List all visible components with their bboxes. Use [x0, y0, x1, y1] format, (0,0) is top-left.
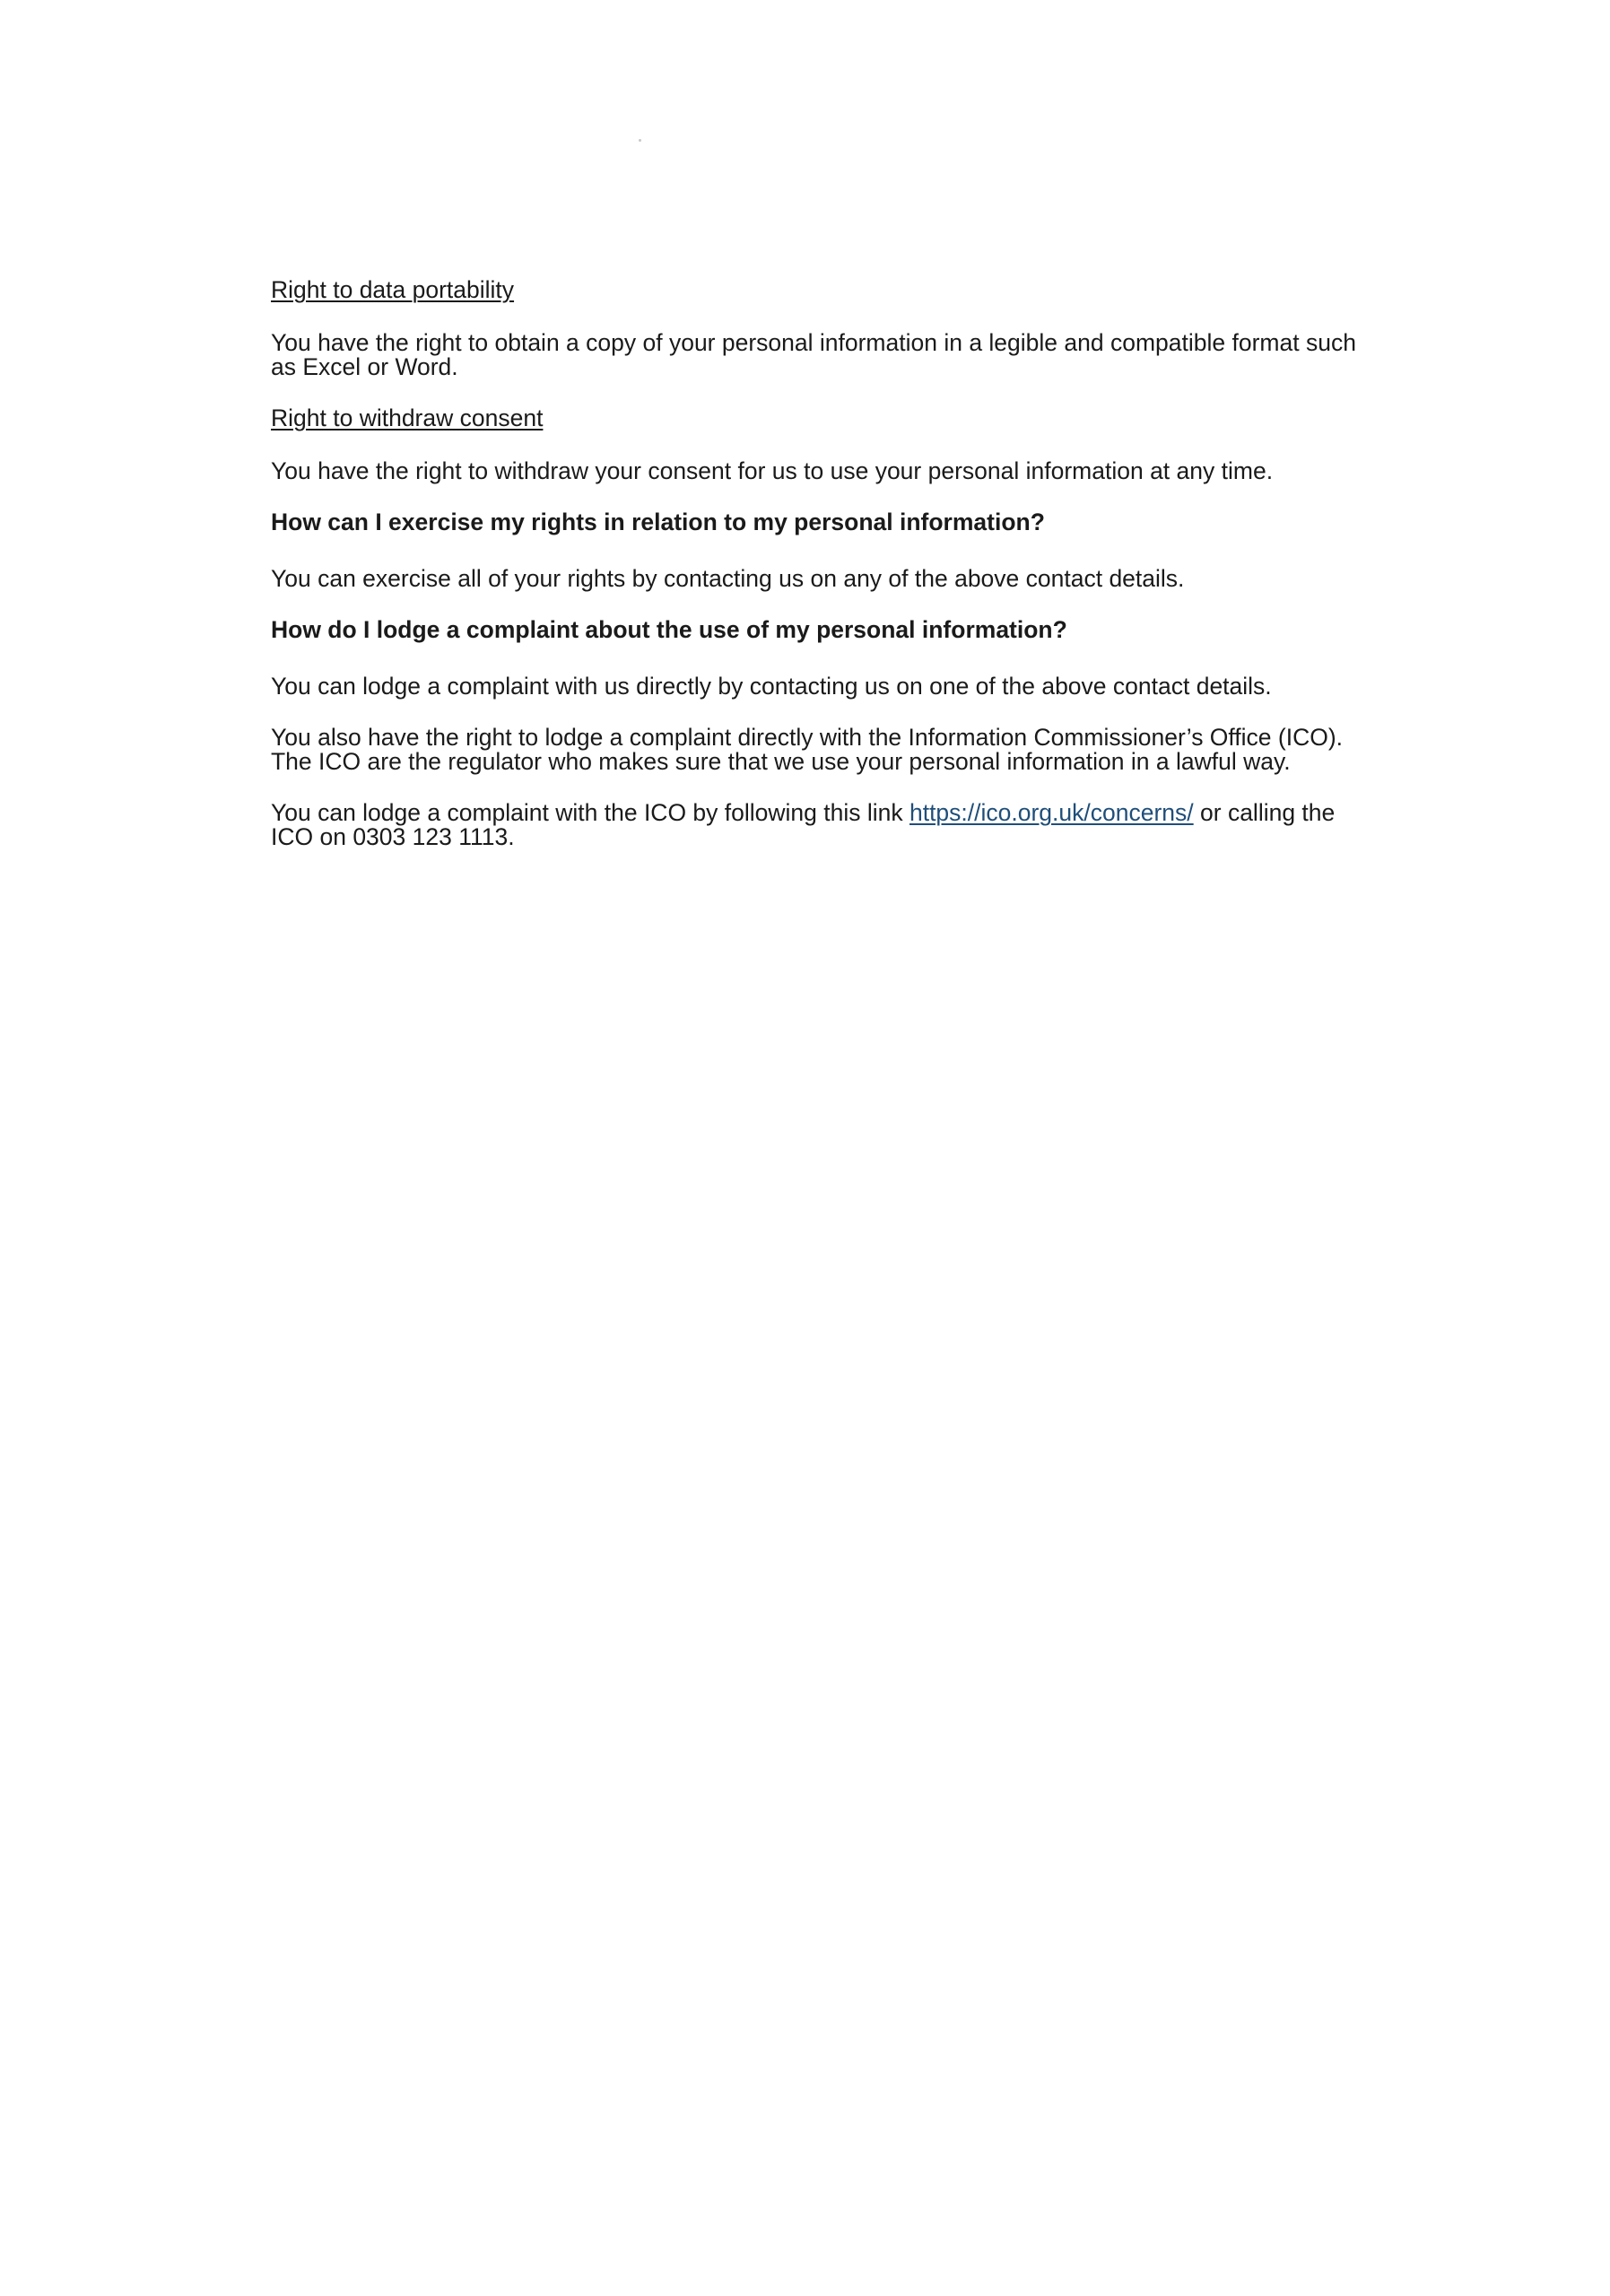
paragraph-data-portability: You have the right to obtain a copy of your personal information in a legible and compatible format such as Excel or Word. [271, 329, 1356, 380]
heading-exercise-rights: How can I exercise my rights in relation to my personal information? [271, 509, 1045, 535]
paragraph-complaint-ico-link [271, 801, 1365, 849]
paragraph-withdraw-consent: You have the right to withdraw your consent for us to use your personal information at any time. [271, 457, 1274, 484]
paragraph-exercise-rights: You can exercise all of your rights by contacting us on any of the above contact details. [271, 565, 1185, 592]
paragraph-complaint-direct: You can lodge a complaint with us directly by contacting us on one of the above contact details. [271, 673, 1272, 700]
document-content [271, 278, 1365, 876]
heading-right-to-withdraw-consent: Right to withdraw consent [271, 404, 544, 431]
heading-lodge-complaint: How do I lodge a complaint about the use of my personal information? [271, 616, 1067, 643]
ico-link-lead-text: You can lodge a complaint with the ICO by following this link [271, 799, 909, 826]
ico-concerns-link[interactable]: https://ico.org.uk/concerns/ [909, 799, 1194, 826]
heading-right-to-data-portability: Right to data portability [271, 276, 515, 303]
paragraph-complaint-ico: You also have the right to lodge a complaint directly with the Information Commissioner’s Office (ICO). The ICO are the regulator who makes sure that we use your personal information in a lawful way. [271, 724, 1344, 775]
scan-speck [639, 139, 641, 142]
ico-phone-text: or calling the ICO on 0303 123 1113. [271, 799, 1336, 850]
